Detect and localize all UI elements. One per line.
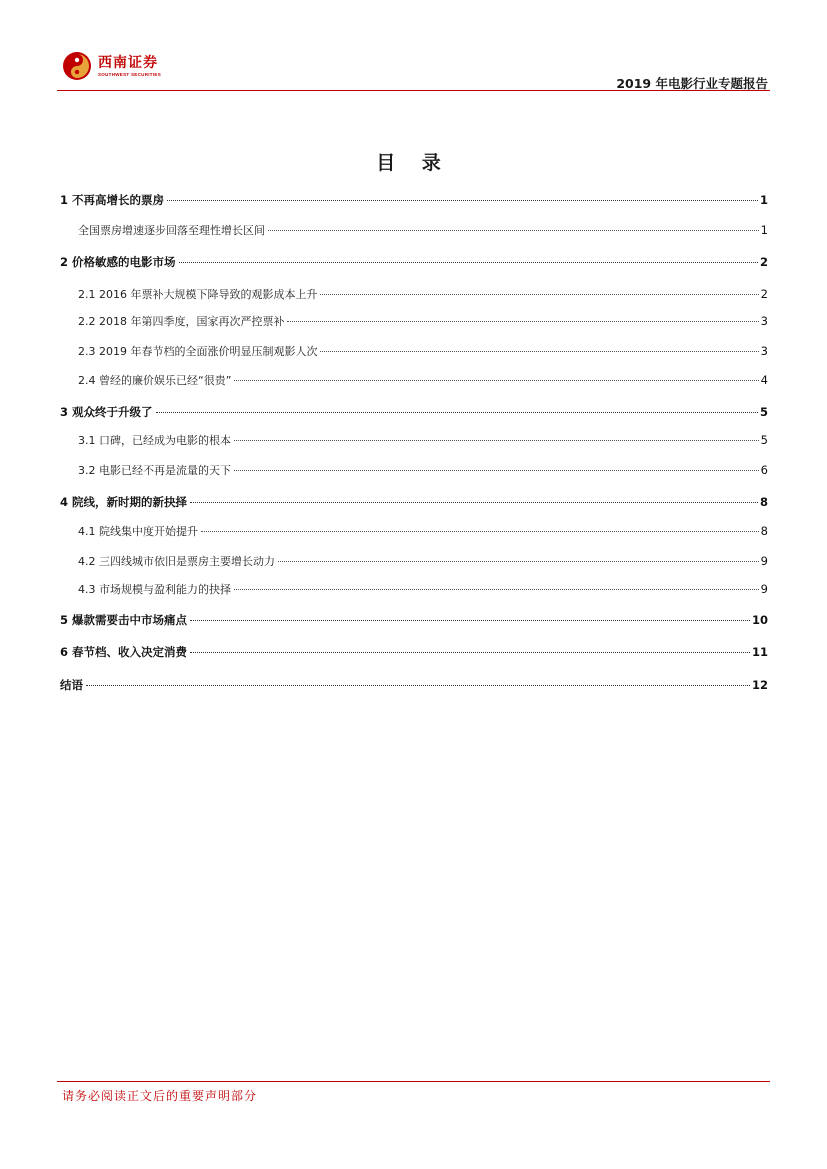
toc-entry[interactable] — [60, 404, 768, 424]
toc-leader-dots — [190, 620, 750, 621]
toc-entry-label: 4.1 院线集中度开始提升 — [78, 525, 198, 538]
toc-entry[interactable] — [78, 313, 768, 333]
toc-leader-dots — [278, 561, 759, 562]
toc-entry[interactable] — [78, 523, 768, 543]
toc-leader-dots — [234, 380, 758, 381]
toc-leader-dots — [268, 230, 759, 231]
toc-entry-page-number: 2 — [760, 287, 768, 301]
toc-entry-label: 1 不再高增长的票房 — [60, 193, 165, 207]
toc-leader-dots — [86, 685, 750, 686]
toc-leader-dots — [234, 589, 759, 590]
toc-entry-label: 4.2 三四线城市依旧是票房主要增长动力 — [78, 555, 275, 568]
page-header — [57, 48, 770, 92]
toc-entry[interactable] — [78, 462, 768, 482]
toc-entry-page-number: 6 — [760, 463, 768, 477]
toc-entry-page-number: 8 — [759, 495, 768, 509]
toc-entry[interactable] — [60, 677, 768, 697]
toc-entry[interactable] — [60, 494, 768, 514]
toc-entry-label: 4 院线，新时期的新抉择 — [60, 495, 188, 509]
toc-entry-label: 2.2 2018 年第四季度，国家再次严控票补 — [78, 315, 285, 328]
toc-entry-page-number: 3 — [760, 314, 768, 328]
toc-entry[interactable] — [78, 553, 768, 573]
footer-divider — [57, 1081, 770, 1082]
toc-entry[interactable] — [78, 222, 768, 242]
toc-entry-page-number: 4 — [760, 373, 768, 387]
toc-entry-label: 2 价格敏感的电影市场 — [60, 255, 176, 269]
toc-leader-dots — [234, 470, 759, 471]
toc-leader-dots — [156, 412, 758, 413]
toc-entry-label: 2.1 2016 年票补大规模下降导致的观影成本上升 — [78, 288, 318, 301]
toc-entry-page-number: 5 — [760, 433, 768, 447]
footer-disclaimer: 请务必阅读正文后的重要声明部分 — [62, 1089, 258, 1103]
toc-entry-page-number: 8 — [760, 524, 768, 538]
toc-entry-label: 4.3 市场规模与盈利能力的抉择 — [78, 583, 231, 596]
toc-entry-label: 全国票房增速逐步回落至理性增长区间 — [78, 224, 265, 237]
company-logo — [62, 48, 161, 84]
toc-leader-dots — [190, 502, 758, 503]
toc-entry-page-number: 10 — [751, 613, 768, 627]
toc-entry[interactable] — [60, 192, 768, 212]
toc-entry-page-number: 5 — [759, 405, 768, 419]
toc-leader-dots — [190, 652, 750, 653]
toc-leader-dots — [320, 351, 758, 352]
toc-entry[interactable] — [60, 644, 768, 664]
toc-entry[interactable] — [78, 343, 768, 363]
toc-entry-page-number: 11 — [751, 645, 768, 659]
toc-entry-page-number: 1 — [760, 223, 768, 237]
toc-entry[interactable] — [60, 254, 768, 274]
toc-entry-label: 3.2 电影已经不再是流量的天下 — [78, 464, 231, 477]
toc-heading: 目 录 — [376, 152, 451, 174]
toc-entry-label: 2.4 曾经的廉价娱乐已经“很贵” — [78, 374, 232, 387]
toc-entry-label: 6 春节档、收入决定消费 — [60, 645, 188, 659]
logo-chinese-name: 西南证券 — [98, 54, 158, 71]
toc-entry-page-number: 12 — [751, 678, 768, 692]
toc-entry-label: 3.1 口碑，已经成为电影的根本 — [78, 434, 231, 447]
toc-leader-dots — [167, 200, 758, 201]
toc-leader-dots — [234, 440, 759, 441]
toc-entry-label: 5 爆款需要击中市场痛点 — [60, 613, 188, 627]
toc-entry[interactable] — [60, 612, 768, 632]
toc-entry-page-number: 2 — [759, 255, 768, 269]
toc-leader-dots — [179, 262, 758, 263]
header-divider — [57, 90, 770, 91]
toc-entry-label: 3 观众终于升级了 — [60, 405, 153, 419]
toc-entry-page-number: 3 — [760, 344, 768, 358]
toc-entry-page-number: 9 — [760, 582, 768, 596]
toc-leader-dots — [287, 321, 758, 322]
toc-entry[interactable] — [78, 432, 768, 452]
toc-entry-page-number: 9 — [760, 554, 768, 568]
report-title: 2019 年电影行业专题报告 — [616, 76, 768, 91]
toc-entry-page-number: 1 — [759, 193, 768, 207]
toc-entry[interactable] — [78, 581, 768, 601]
toc-entry-label: 2.3 2019 年春节档的全面涨价明显压制观影人次 — [78, 345, 318, 358]
toc-entry-label: 结语 — [60, 678, 83, 692]
toc-entry[interactable] — [78, 372, 768, 392]
logo-english-name: SOUTHWEST SECURITIES — [98, 71, 162, 77]
logo-wordmark — [98, 55, 161, 78]
southwest-securities-logo-icon — [62, 51, 92, 81]
toc-leader-dots — [320, 294, 758, 295]
toc-entry[interactable] — [78, 286, 768, 306]
toc-leader-dots — [201, 531, 759, 532]
